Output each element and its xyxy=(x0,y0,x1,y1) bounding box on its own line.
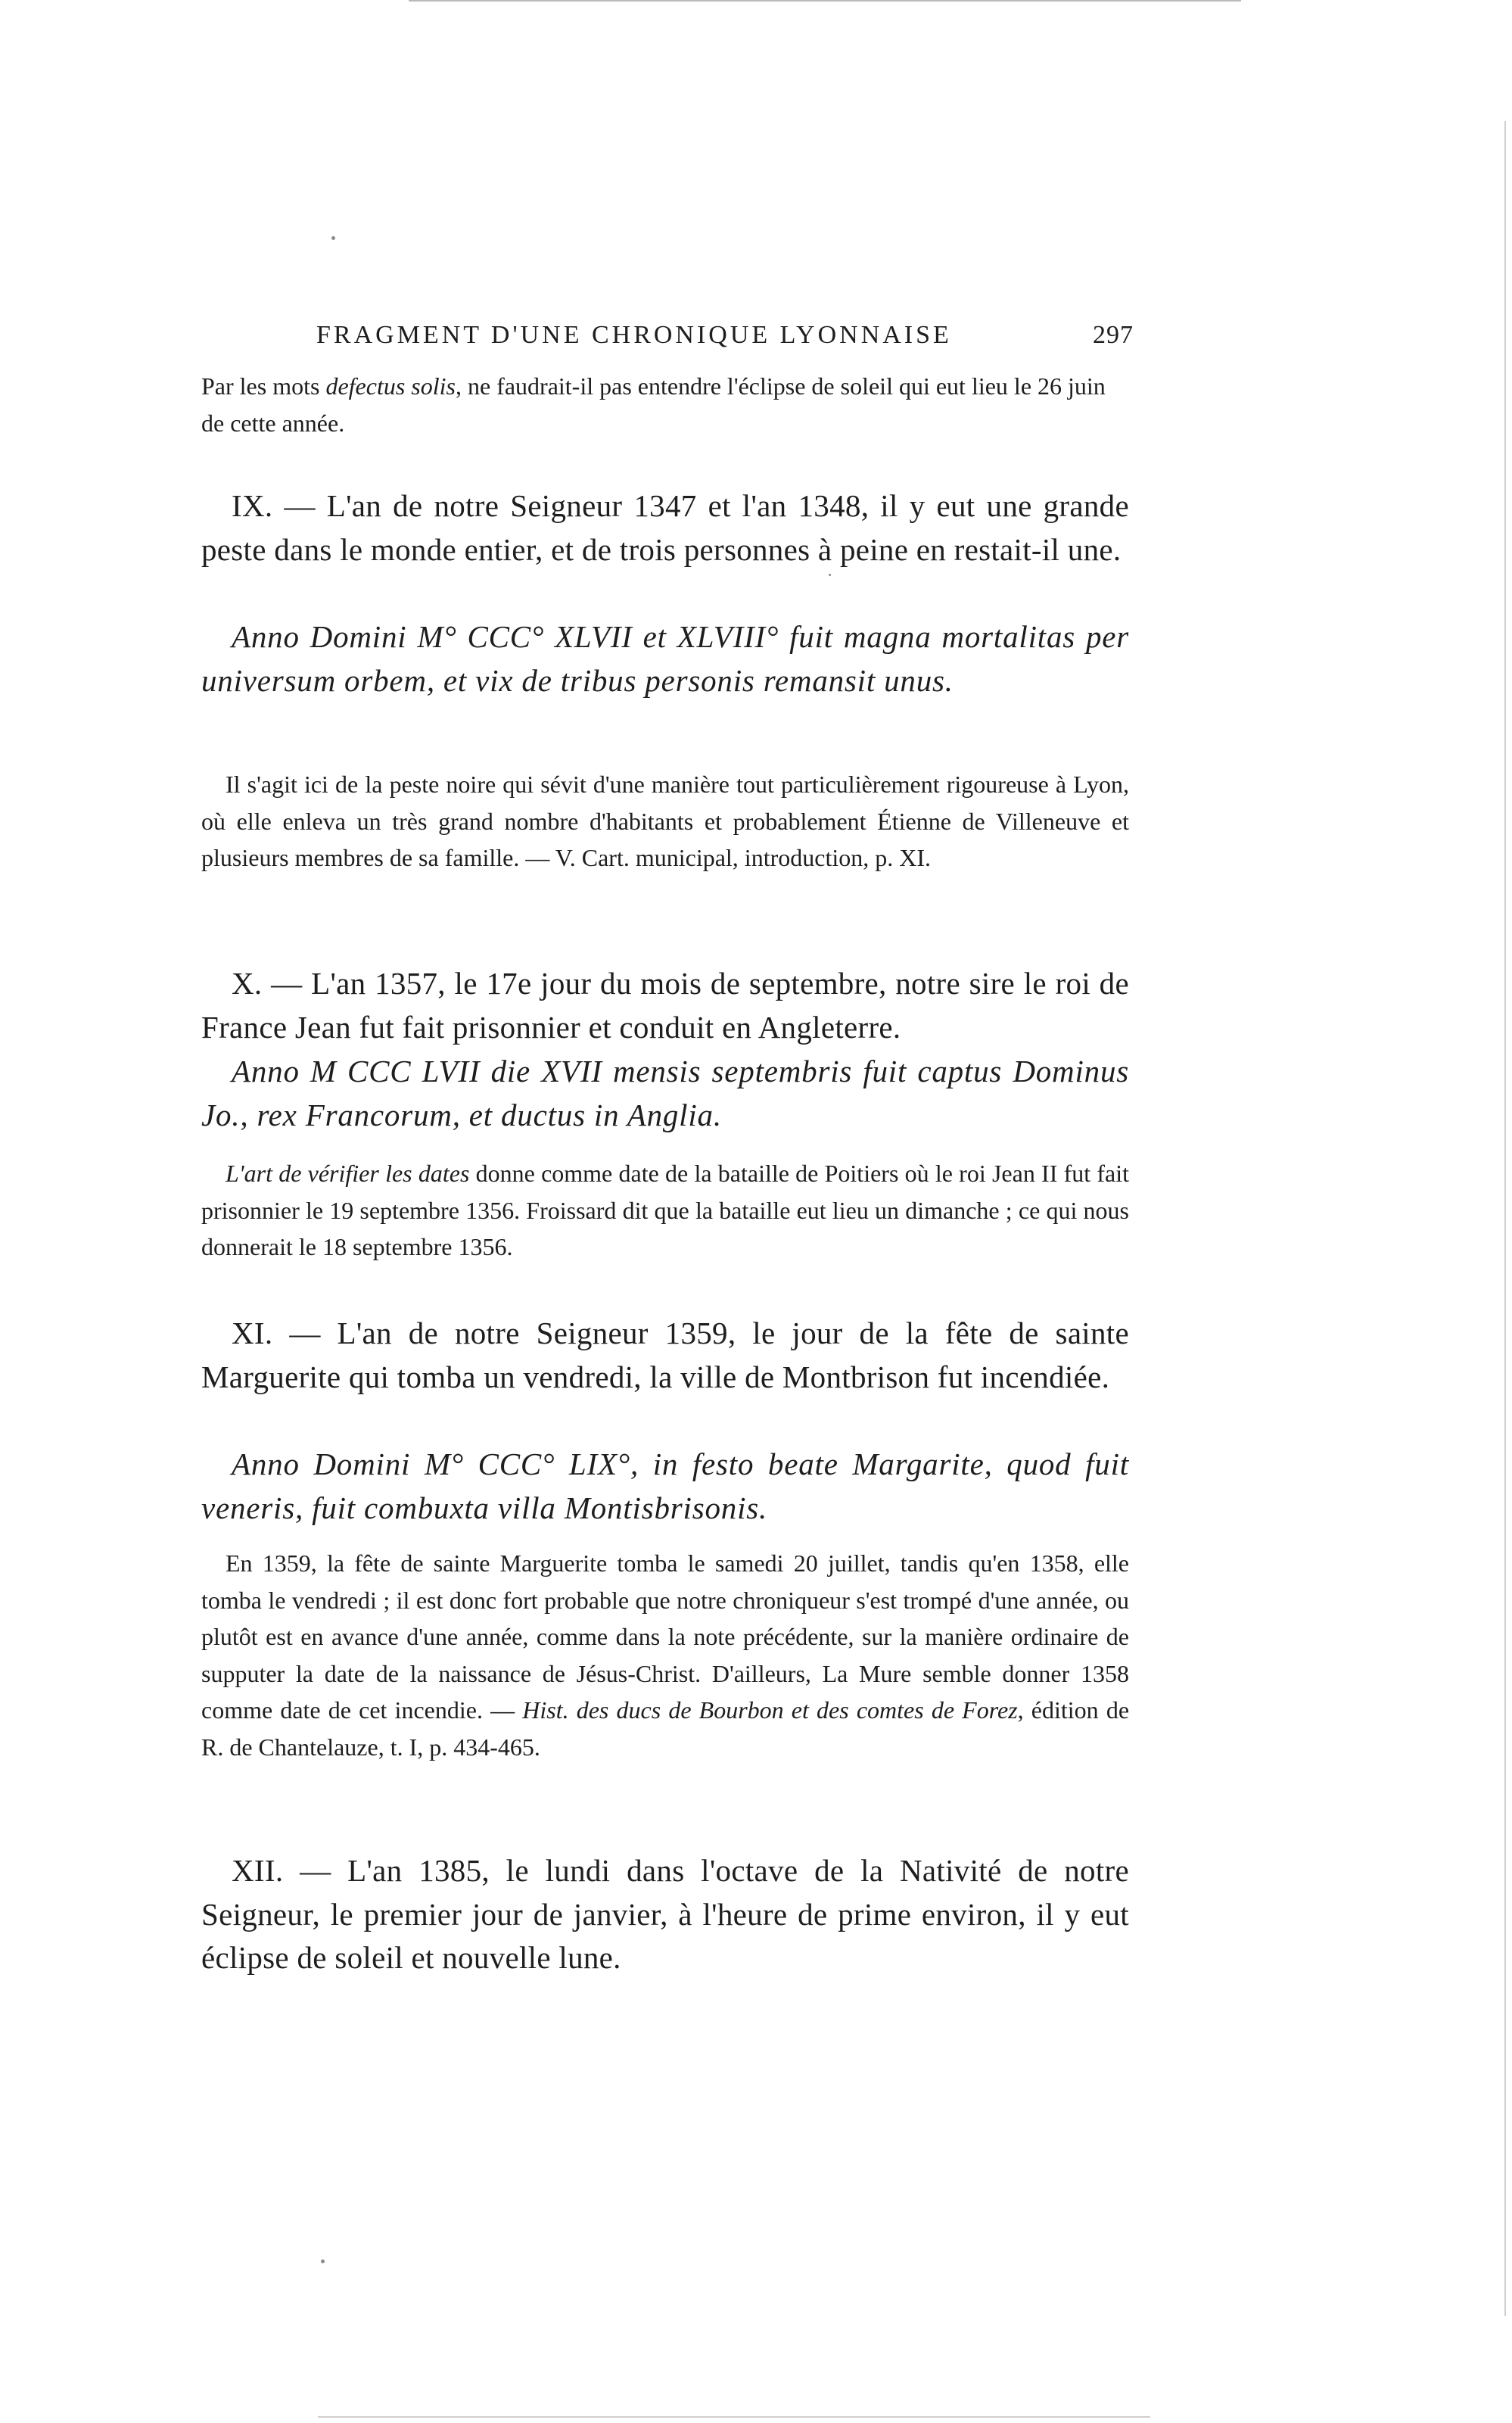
entry-xi-note-citation: Hist. des ducs de Bourbon et des comtes de Forez xyxy=(522,1696,1018,1724)
running-head xyxy=(316,316,1134,354)
entry-x-latin: Anno M CCC LVII die XVII mensis septembris fuit captus Dominus Jo., rex Francorum, et ductus in Anglia. xyxy=(201,1054,1129,1132)
entry-ix-latin: Anno Domini M° CCC° XLVII et XLVIII° fuit magna mortalitas per universum orbem, et vix de tribus personis remansit unus. xyxy=(201,619,1129,698)
entry-number: XI. xyxy=(232,1316,273,1350)
entry-number: XII. xyxy=(232,1853,284,1888)
entry-ix-french: IX. — L'an de notre Seigneur 1347 et l'an 1348, il y eut une grande peste dans le monde entier, et de trois personnes à peine en restait-il une. xyxy=(201,488,1129,567)
page-number: 297 xyxy=(1093,321,1134,349)
entry-xi-note: En 1359, la fête de sainte Marguerite tomba le samedi 20 juillet, tandis qu'en 1358, elle tomba le vendredi ; il est donc fort probable que notre chroniqueur s'est trompé d'une année, ou plutôt est en avance d'une année, comme dans la note précédente, sur la manière ordinaire de supputer la date de la naissance de Jésus-Christ. D'ailleurs, La Mure semble donner 1358 comme date de cet incendie. — Hist. des ducs de Bourbon et des comtes de Forez, édition de R. de Chantelauze, t. I, p. 434-465. xyxy=(201,1549,1130,1761)
scan-speck xyxy=(331,236,335,240)
entry-x-note-italic: L'art de vérifier les dates xyxy=(226,1160,470,1187)
scan-speck xyxy=(829,574,831,576)
entry-xi-french: XI. — L'an de notre Seigneur 1359, le jour de la fête de sainte Marguerite qui tomba un vendredi, la ville de Montbrison fut incendiée. xyxy=(201,1316,1129,1394)
entry-x-french: X. — L'an 1357, le 17e jour du mois de septembre, notre sire le roi de France Jean fut fait prisonnier et conduit en Angleterre. xyxy=(201,966,1129,1045)
entry-x-note: L'art de vérifier les dates donne comme date de la bataille de Poitiers où le roi Jean II fut fait prisonnier le 19 septembre 1356. Froissard dit que la bataille eut lieu un dimanche ; ce qui nous donnerait le 18 septembre 1356. xyxy=(201,1160,1130,1260)
entry-number: IX. xyxy=(232,488,273,523)
scan-speck xyxy=(321,2259,325,2263)
continuation-note: Par les mots defectus solis, ne faudrait-il pas entendre l'éclipse de soleil qui eut lieu le 26 juin de cette année. xyxy=(201,372,1106,437)
scan-top-edge xyxy=(409,0,1241,2)
continuation-note-italic: defectus solis xyxy=(325,372,456,400)
entry-ix-note: Il s'agit ici de la peste noire qui sévit d'une manière tout particulièrement rigoureuse à Lyon, où elle enleva un très grand nombre d'habitants et probablement Étienne de Villeneuve et plusieurs membres de sa famille. — V. Cart. municipal, introduction, p. XI. xyxy=(201,771,1129,871)
scan-bottom-edge xyxy=(318,2416,1150,2418)
entry-number: X. xyxy=(232,966,263,1001)
entry-xi-latin: Anno Domini M° CCC° LIX°, in festo beate Margarite, quod fuit veneris, fuit combuxta villa Montisbrisonis. xyxy=(201,1447,1129,1525)
running-head-title: FRAGMENT D'UNE CHRONIQUE LYONNAISE xyxy=(316,321,952,349)
entry-xii-french: XII. — L'an 1385, le lundi dans l'octave de la Nativité de notre Seigneur, le premier jour de janvier, à l'heure de prime environ, il y eut éclipse de soleil et nouvelle lune. xyxy=(201,1853,1129,1975)
scan-right-edge xyxy=(1504,121,1506,2316)
